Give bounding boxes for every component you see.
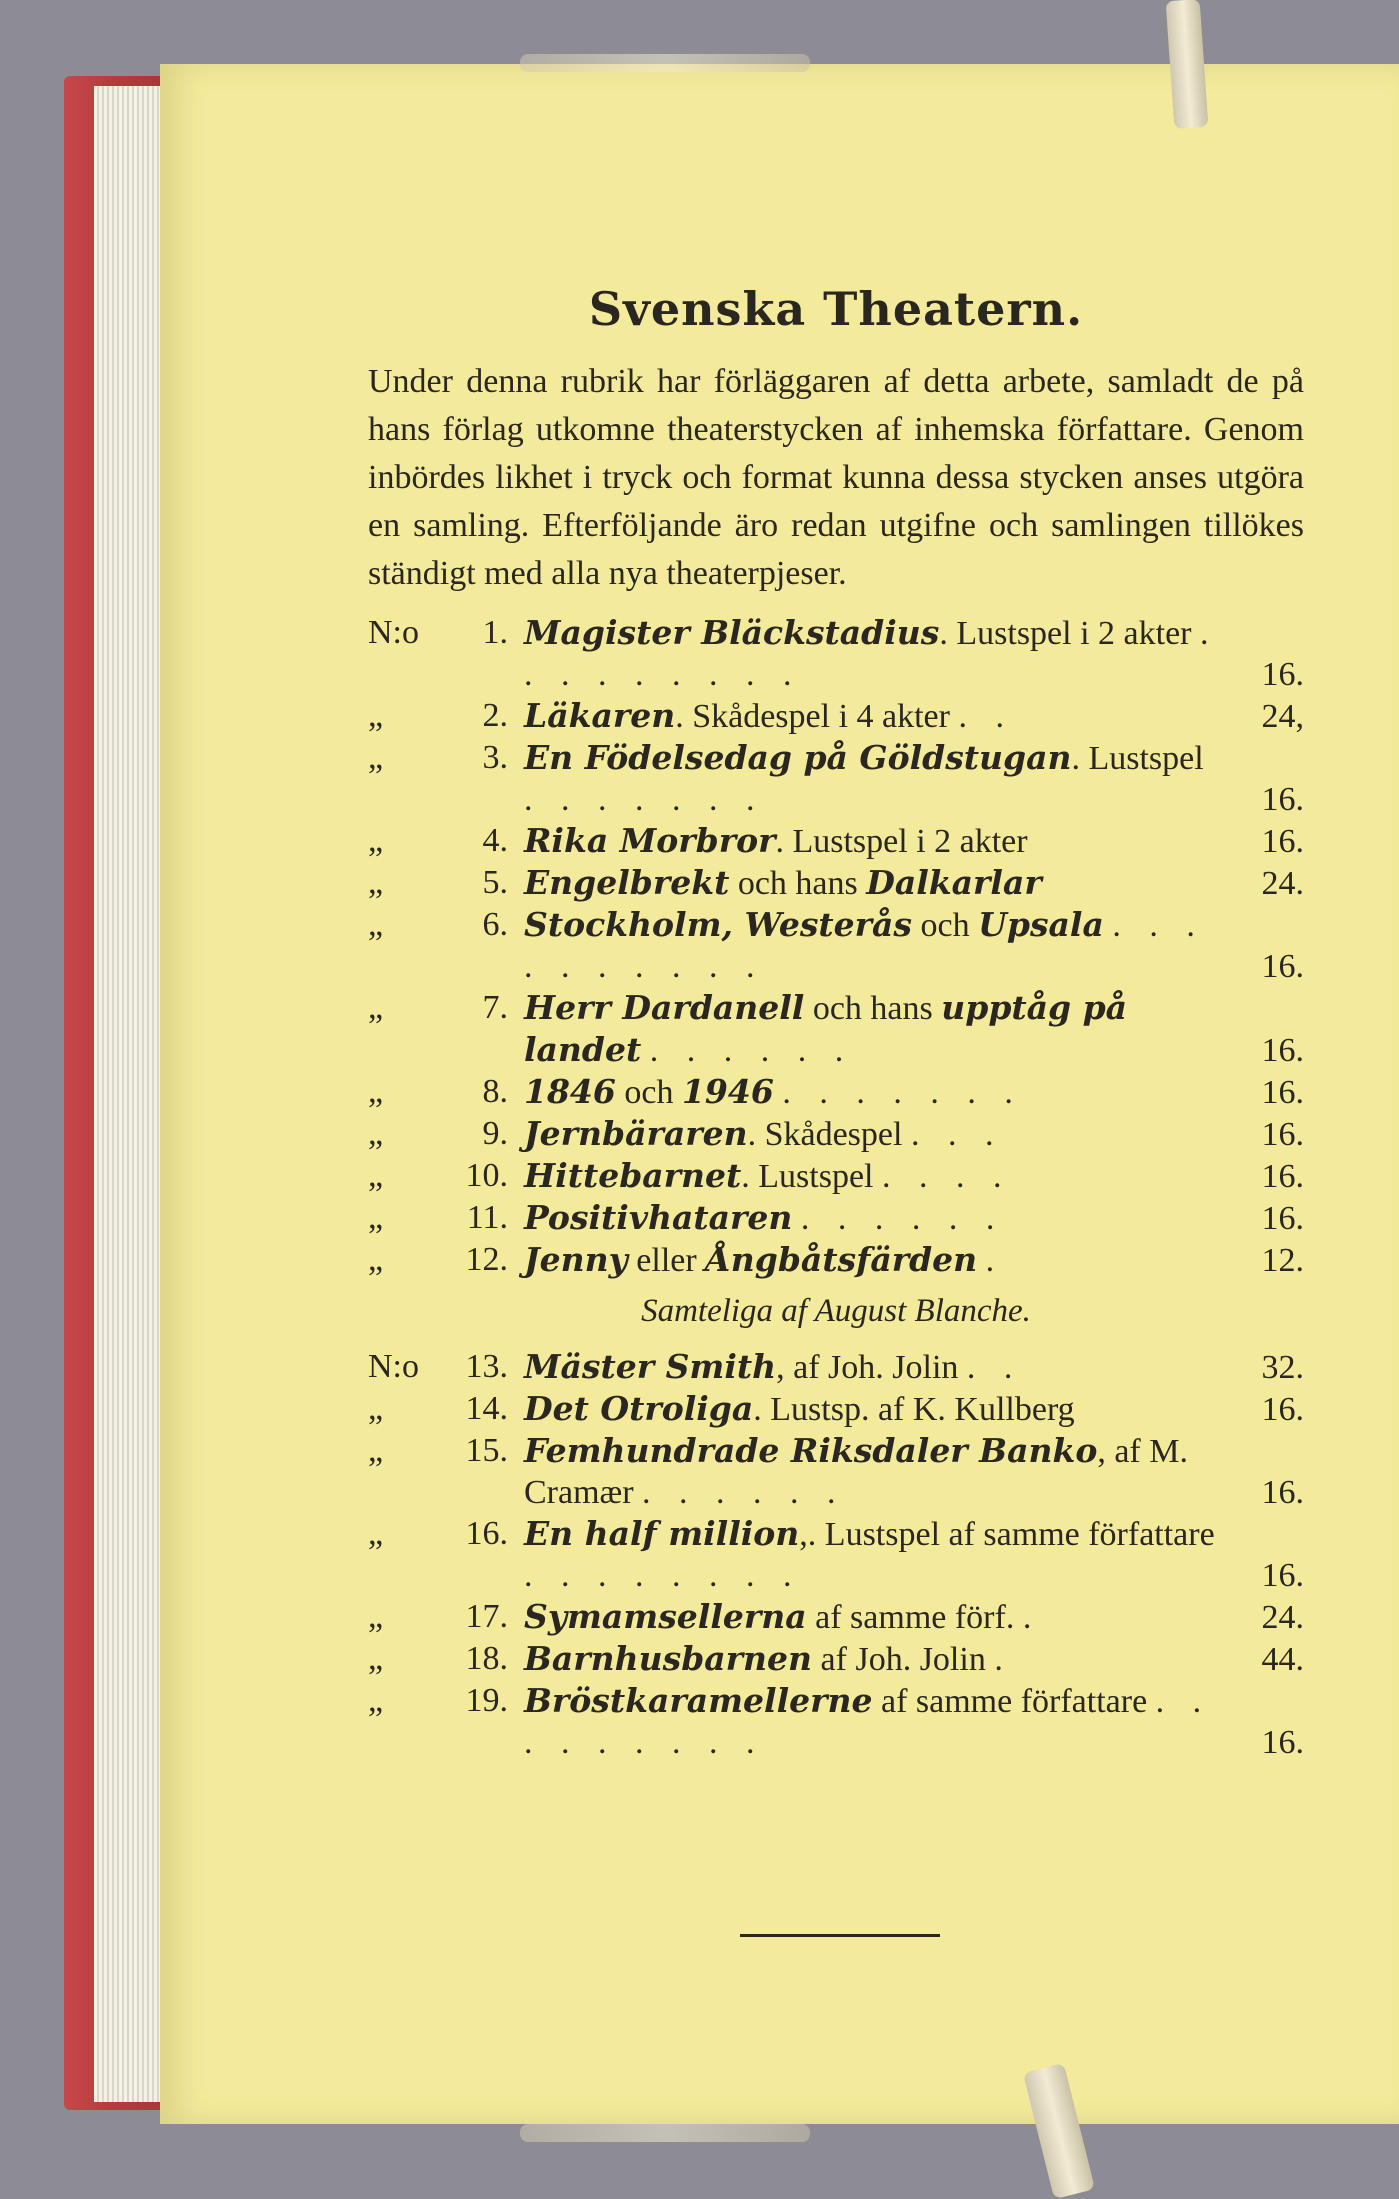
catalog-entry	[368, 1113, 1304, 1155]
entry-title: Jernbäraren	[524, 1114, 748, 1153]
catalog-entry	[368, 987, 1304, 1071]
entry-prefix: N:o	[368, 1348, 419, 1385]
entry-price: 16.	[1261, 1158, 1304, 1195]
entry-description: . Lustspel i 2 akter	[939, 615, 1192, 652]
entry-text	[524, 1239, 1220, 1281]
entry-text	[524, 1680, 1220, 1763]
entry-text	[524, 1638, 1220, 1680]
entry-number: 1.	[482, 614, 508, 651]
entry-number: 7.	[482, 989, 508, 1026]
entry-title: Symamsellerna	[524, 1597, 807, 1636]
entry-prefix: „	[368, 822, 384, 859]
entry-prefix: „	[368, 906, 384, 943]
entry-title: Positivhataren	[524, 1198, 793, 1237]
entry-description: . Lustspel	[1071, 740, 1204, 777]
entry-price: 24,	[1261, 698, 1304, 735]
entry-body	[524, 904, 1304, 987]
play-list-blanche	[368, 612, 1304, 1281]
attribution: Samteliga af August Blanche.	[641, 1293, 1031, 1329]
entry-title: Magister Bläckstadius	[524, 613, 940, 652]
leader-dots: .	[985, 1242, 1005, 1279]
leader-dots: . .	[966, 1349, 1023, 1386]
entry-description: . Lustspel i 2 akter	[775, 823, 1028, 860]
intro-paragraph: Under denna rubrik har förläggaren af detta arbete, samladt de på hans förlag utkomne theaterstycken af inhemska författare. Genom inbördes likhet i tryck och format kunna dessa stycken anses utgöra en samling. Efterföljande äro redan utgifne och samlingen tillökes ständigt med alla nya theaterpjeser.	[368, 363, 1304, 592]
leader-dots: .	[994, 1641, 1013, 1678]
entry-title: Engelbrekt	[524, 863, 730, 902]
leader-dots: . . . . . .	[642, 1474, 846, 1511]
entry-title: Hittebarnet	[524, 1156, 742, 1195]
entry-number: 2.	[482, 697, 508, 734]
entry-description: . Lustspel	[741, 1158, 874, 1195]
entry-body	[524, 1197, 1304, 1239]
catalog-entry	[368, 1388, 1304, 1430]
entry-title: En half million	[524, 1514, 800, 1553]
entry-text	[524, 1197, 1220, 1239]
entry-prefix: „	[368, 1515, 384, 1552]
entry-title-second: Upsala	[978, 905, 1104, 944]
entry-body	[524, 820, 1304, 862]
entry-description: och hans	[729, 865, 867, 902]
catalog-entry	[368, 1155, 1304, 1197]
entry-prefix: „	[368, 739, 384, 776]
entry-number: 18.	[465, 1640, 508, 1677]
entry-number: 6.	[482, 906, 508, 943]
entry-number: 8.	[482, 1073, 508, 1110]
leader-dots: . . . . . .	[800, 1200, 1005, 1237]
leader-dots: . . . . . . . . . .	[524, 907, 1205, 985]
catalog-entry	[368, 1680, 1304, 1763]
page-clip-edge	[520, 54, 810, 72]
entry-title-second: Ångbåtsfärden	[705, 1240, 978, 1279]
entry-price: 16.	[1261, 781, 1304, 818]
entry-description: och hans	[804, 990, 942, 1027]
entry-prefix: „	[368, 1157, 384, 1194]
entry-body	[524, 1239, 1304, 1281]
catalog-entry	[368, 1513, 1304, 1596]
entry-title: Läkaren	[524, 696, 676, 735]
entry-text	[524, 1113, 1220, 1155]
leader-dots: . .	[958, 698, 1014, 735]
entry-price: 16.	[1261, 1116, 1304, 1153]
entry-description: eller	[627, 1242, 706, 1279]
leader-dots: . . . . . .	[649, 1032, 854, 1069]
entry-price: 16.	[1261, 1200, 1304, 1237]
leader-dots: . . . . . . . . .	[524, 1683, 1212, 1761]
entry-title: Herr Dardanell	[524, 988, 805, 1027]
entry-price: 44.	[1261, 1641, 1304, 1678]
entry-prefix: N:o	[368, 614, 419, 651]
play-list-others	[368, 1346, 1304, 1763]
entry-title: Det Otroliga	[524, 1389, 754, 1428]
entry-prefix: „	[368, 1115, 384, 1152]
entry-number: 13.	[465, 1348, 508, 1385]
entry-text	[524, 1596, 1220, 1638]
entry-number: 16.	[465, 1515, 508, 1552]
entry-description: . Skådespel i 4 akter	[675, 698, 950, 735]
catalog-entry	[368, 820, 1304, 862]
catalog-entry	[368, 1638, 1304, 1680]
page-title: Svenska Theatern.	[588, 282, 1084, 336]
entry-price: 16.	[1261, 1074, 1304, 1111]
entry-text	[524, 1071, 1220, 1113]
entry-body	[524, 612, 1304, 695]
entry-price: 16.	[1261, 656, 1304, 693]
catalog-entry	[368, 1239, 1304, 1281]
entry-body	[524, 1071, 1304, 1113]
entry-prefix: „	[368, 1241, 384, 1278]
entry-title: 1846	[524, 1072, 616, 1111]
entry-text	[524, 904, 1220, 987]
entry-number: 15.	[465, 1432, 508, 1469]
entry-text	[524, 1430, 1220, 1513]
catalog-entry	[368, 612, 1304, 695]
entry-text	[524, 1346, 1220, 1388]
entry-price: 16.	[1261, 1032, 1304, 1069]
leader-dots: . . . . . . .	[524, 781, 765, 818]
entry-text	[524, 695, 1220, 737]
catalog-entry	[368, 1346, 1304, 1388]
leader-dots: . . . . . . . .	[524, 1557, 802, 1594]
entry-title: Barnhusbarnen	[524, 1639, 813, 1678]
entry-prefix: „	[368, 1432, 384, 1469]
entry-description: och	[615, 1074, 682, 1111]
entry-body	[524, 1596, 1304, 1638]
entry-text	[524, 820, 1220, 862]
catalog-entry	[368, 1197, 1304, 1239]
entry-title: Jenny	[524, 1240, 628, 1279]
page-content	[368, 260, 1304, 1763]
entry-text	[524, 1513, 1220, 1596]
entry-number: 17.	[465, 1598, 508, 1635]
entry-price: 12.	[1261, 1242, 1304, 1279]
entry-title: Stockholm, Westerås	[524, 905, 913, 944]
catalog-entry	[368, 695, 1304, 737]
entry-price: 16.	[1261, 823, 1304, 860]
entry-body	[524, 737, 1304, 820]
entry-title-second: Dalkarlar	[866, 863, 1042, 902]
leader-dots: . . . .	[882, 1158, 1012, 1195]
entry-price: 16.	[1261, 1391, 1304, 1428]
entry-title: Rika Morbror	[524, 821, 776, 860]
entry-title: En Födelsedag på Göldstugan	[524, 738, 1072, 777]
entry-text	[524, 612, 1220, 695]
entry-body	[524, 1430, 1304, 1513]
entry-prefix: „	[368, 1640, 384, 1677]
entry-number: 3.	[482, 739, 508, 776]
entry-text	[524, 1155, 1220, 1197]
entry-body	[524, 1638, 1304, 1680]
entry-body	[524, 987, 1304, 1071]
entry-text	[524, 862, 1220, 904]
entry-prefix: „	[368, 1598, 384, 1635]
entry-body	[524, 695, 1304, 737]
entry-title: Bröstkaramellerne	[524, 1681, 873, 1720]
entry-prefix: „	[368, 864, 384, 901]
entry-title: Mäster Smith	[524, 1347, 777, 1386]
catalog-entry	[368, 1071, 1304, 1113]
entry-body	[524, 1346, 1304, 1388]
entry-number: 11.	[466, 1199, 508, 1236]
entry-description: , af Joh. Jolin	[776, 1349, 959, 1386]
entry-number: 10.	[465, 1157, 508, 1194]
catalog-entry	[368, 737, 1304, 820]
entry-number: 19.	[465, 1682, 508, 1719]
catalog-entry	[368, 904, 1304, 987]
entry-number: 5.	[482, 864, 508, 901]
closing-rule	[740, 1934, 940, 1937]
entry-description: ,. Lustspel af samme författare	[799, 1516, 1215, 1553]
entry-description: . Lustsp. af K. Kullberg	[753, 1391, 1075, 1428]
entry-description: af samme författare	[872, 1683, 1148, 1720]
entry-body	[524, 862, 1304, 904]
entry-text	[524, 987, 1220, 1071]
entry-price: 16.	[1261, 1474, 1304, 1511]
entry-prefix: „	[368, 1073, 384, 1110]
catalog-entry	[368, 1430, 1304, 1513]
leader-dots: .	[1022, 1599, 1042, 1636]
entry-prefix: „	[368, 1682, 384, 1719]
entry-body	[524, 1155, 1304, 1197]
entry-body	[524, 1680, 1304, 1763]
entry-body	[524, 1513, 1304, 1596]
entry-description: och	[912, 907, 979, 944]
entry-price: 16.	[1261, 948, 1304, 985]
entry-title-second: 1946	[681, 1072, 774, 1111]
entry-text	[524, 1388, 1220, 1430]
entry-description: , af M. Cramær	[524, 1433, 1188, 1511]
entry-body	[524, 1113, 1304, 1155]
leader-dots: . . .	[910, 1116, 1004, 1153]
entry-prefix: „	[368, 697, 384, 734]
entry-number: 14.	[465, 1390, 508, 1427]
entry-prefix: „	[368, 989, 384, 1026]
entry-description: af Joh. Jolin	[812, 1641, 986, 1678]
entry-number: 4.	[482, 822, 508, 859]
entry-price: 16.	[1261, 1557, 1304, 1594]
entry-number: 12.	[465, 1241, 508, 1278]
entry-price: 24.	[1261, 1599, 1304, 1636]
catalog-entry	[368, 1596, 1304, 1638]
entry-body	[524, 1388, 1304, 1430]
entry-price: 24.	[1261, 865, 1304, 902]
entry-price: 16.	[1261, 1724, 1304, 1761]
catalog-entry	[368, 862, 1304, 904]
entry-text	[524, 737, 1220, 820]
entry-description: . Skådespel	[747, 1116, 903, 1153]
leader-dots: . . . . . . . . .	[524, 615, 1219, 693]
entry-title: Femhundrade Riksdaler Banko	[524, 1431, 1098, 1470]
entry-prefix: „	[368, 1390, 384, 1427]
entry-description: af samme förf.	[806, 1599, 1015, 1636]
entry-price: 32.	[1261, 1349, 1304, 1386]
page-clip-edge-bottom	[520, 2124, 810, 2142]
leader-dots: . . . . . . .	[782, 1074, 1023, 1111]
entry-title-second: upptåg på landet	[524, 988, 1128, 1069]
entry-prefix: „	[368, 1199, 384, 1236]
entry-number: 9.	[482, 1115, 508, 1152]
